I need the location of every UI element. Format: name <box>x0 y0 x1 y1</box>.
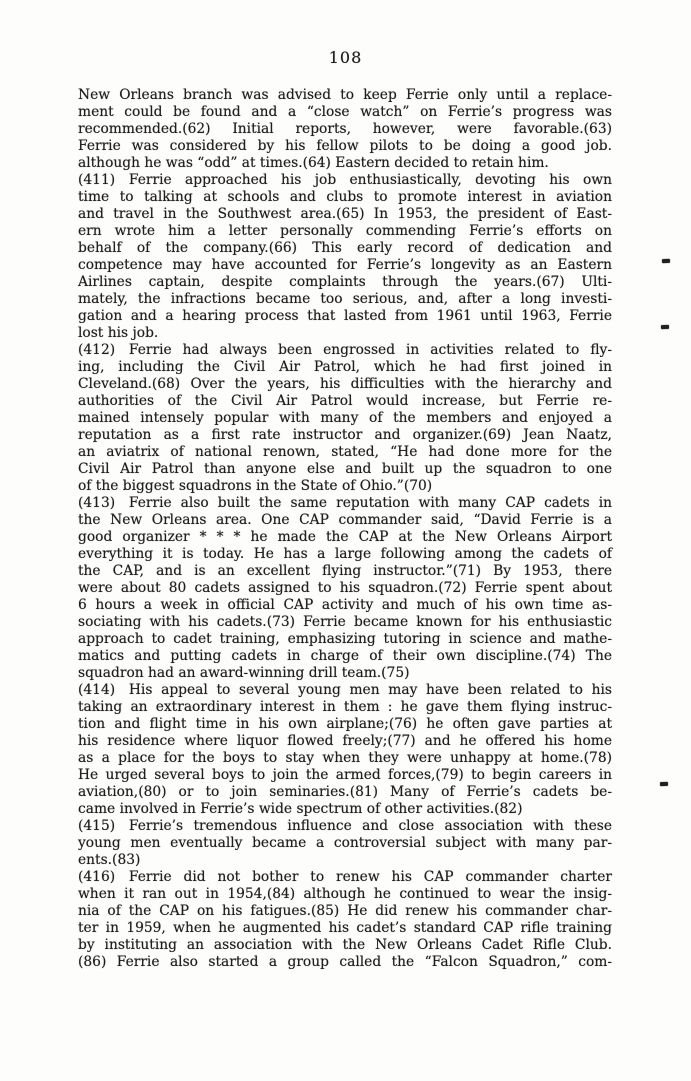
text-line: (411) Ferrie approached his job enthusiastically, devoting his own <box>78 172 612 188</box>
text-line: sociating with his cadets.(73) Ferrie became known for his enthusiastic <box>78 614 612 630</box>
text-line: were about 80 cadets assigned to his squadron.(72) Ferrie spent about <box>78 580 612 596</box>
text-line: ment could be found and a “close watch” on Ferrie’s progress was <box>78 104 612 120</box>
paragraph <box>78 87 612 172</box>
text-line: young men eventually became a controversial subject with many par- <box>78 835 612 851</box>
text-line: squadron had an award-winning drill team.(75) <box>78 665 410 681</box>
text-line: approach to cadet training, emphasizing tutoring in science and mathe- <box>78 631 612 647</box>
paragraph <box>78 495 612 682</box>
text-line: Ferrie was considered by his fellow pilots to be doing a good job. <box>78 138 612 154</box>
text-line: ter in 1959, when he augmented his cadet’s standard CAP rifle training <box>78 920 612 936</box>
text-line: as a place for the boys to stay when they were unhappy at home.(78) <box>78 750 612 766</box>
text-block <box>78 87 612 971</box>
text-line: taking an extraordinary interest in them : he gave them flying instruc- <box>78 699 612 715</box>
text-line: mately, the infractions became too serious, and, after a long investi- <box>78 291 612 307</box>
paragraph <box>78 342 612 495</box>
text-line: (414) His appeal to several young men may have been related to his <box>78 682 612 698</box>
margin-ink-mark <box>660 782 668 786</box>
page-number: 108 <box>328 48 363 67</box>
text-line: and travel in the Southwest area.(65) In 1953, the president of East- <box>78 206 612 222</box>
margin-ink-mark <box>661 325 669 329</box>
text-line: of the biggest squadrons in the State of Ohio.”(70) <box>78 478 433 494</box>
text-line: ents.(83) <box>78 852 141 868</box>
text-line: ing, including the Civil Air Patrol, which he had first joined in <box>78 359 612 375</box>
text-line: an aviatrix of national renown, stated, “He had done more for the <box>78 444 612 460</box>
text-line: reputation as a first rate instructor and organizer.(69) Jean Naatz, <box>78 427 612 443</box>
text-line: (415) Ferrie’s tremendous influence and close association with these <box>78 818 612 834</box>
text-line: matics and putting cadets in charge of their own discipline.(74) The <box>78 648 612 664</box>
text-line: came involved in Ferrie’s wide spectrum of other activities.(82) <box>78 801 523 817</box>
text-line: the New Orleans area. One CAP commander said, “David Ferrie is a <box>78 512 612 528</box>
text-line: authorities of the Civil Air Patrol would increase, but Ferrie re- <box>78 393 612 409</box>
text-line: He urged several boys to join the armed forces,(79) to begin careers in <box>78 767 612 783</box>
text-line: (416) Ferrie did not bother to renew his CAP commander charter <box>78 869 612 885</box>
text-line: time to talking at schools and clubs to promote interest in aviation <box>78 189 612 205</box>
text-line: competence may have accounted for Ferrie’s longevity as an Eastern <box>78 257 612 273</box>
text-line: Airlines captain, despite complaints through the years.(67) Ulti- <box>78 274 612 290</box>
paragraph <box>78 818 612 869</box>
text-line: when it ran out in 1954,(84) although he continued to wear the insig- <box>78 886 612 902</box>
text-line: the CAP, and is an excellent flying instructor.”(71) By 1953, there <box>78 563 612 579</box>
paragraph <box>78 869 612 971</box>
text-line: although he was “odd” at times.(64) Eastern decided to retain him. <box>78 155 549 171</box>
text-line: ern wrote him a letter personally commending Ferrie’s efforts on <box>78 223 612 239</box>
text-line: recommended.(62) Initial reports, however, were favorable.(63) <box>78 121 612 137</box>
text-line: gation and a hearing process that lasted from 1961 until 1963, Ferrie <box>78 308 612 324</box>
text-line: good organizer * * * he made the CAP at the New Orleans Airport <box>78 529 612 545</box>
margin-ink-mark <box>662 259 670 263</box>
text-line: (413) Ferrie also built the same reputation with many CAP cadets in <box>78 495 612 511</box>
text-line: mained intensely popular with many of the members and enjoyed a <box>78 410 612 426</box>
paragraph <box>78 172 612 342</box>
text-line: tion and flight time in his own airplane;(76) he often gave parties at <box>78 716 612 732</box>
paragraph <box>78 682 612 818</box>
text-line: (86) Ferrie also started a group called the “Falcon Squadron,” com- <box>78 954 612 970</box>
text-line: by instituting an association with the New Orleans Cadet Rifle Club. <box>78 937 612 953</box>
text-line: Civil Air Patrol than anyone else and built up the squadron to one <box>78 461 612 477</box>
text-line: everything it is today. He has a large following among the cadets of <box>78 546 612 562</box>
text-line: aviation,(80) or to join seminaries.(81) Many of Ferrie’s cadets be- <box>78 784 612 800</box>
text-line: his residence where liquor flowed freely;(77) and he offered his home <box>78 733 612 749</box>
text-line: behalf of the company.(66) This early record of dedication and <box>78 240 612 256</box>
text-line: New Orleans branch was advised to keep Ferrie only until a replace- <box>78 87 612 103</box>
text-line: (412) Ferrie had always been engrossed in activities related to fly- <box>78 342 612 358</box>
text-line: 6 hours a week in official CAP activity and much of his own time as- <box>78 597 612 613</box>
text-line: Cleveland.(68) Over the years, his difficulties with the hierarchy and <box>78 376 612 392</box>
text-line: nia of the CAP on his fatigues.(85) He did renew his commander char- <box>78 903 612 919</box>
text-line: lost his job. <box>78 325 159 341</box>
